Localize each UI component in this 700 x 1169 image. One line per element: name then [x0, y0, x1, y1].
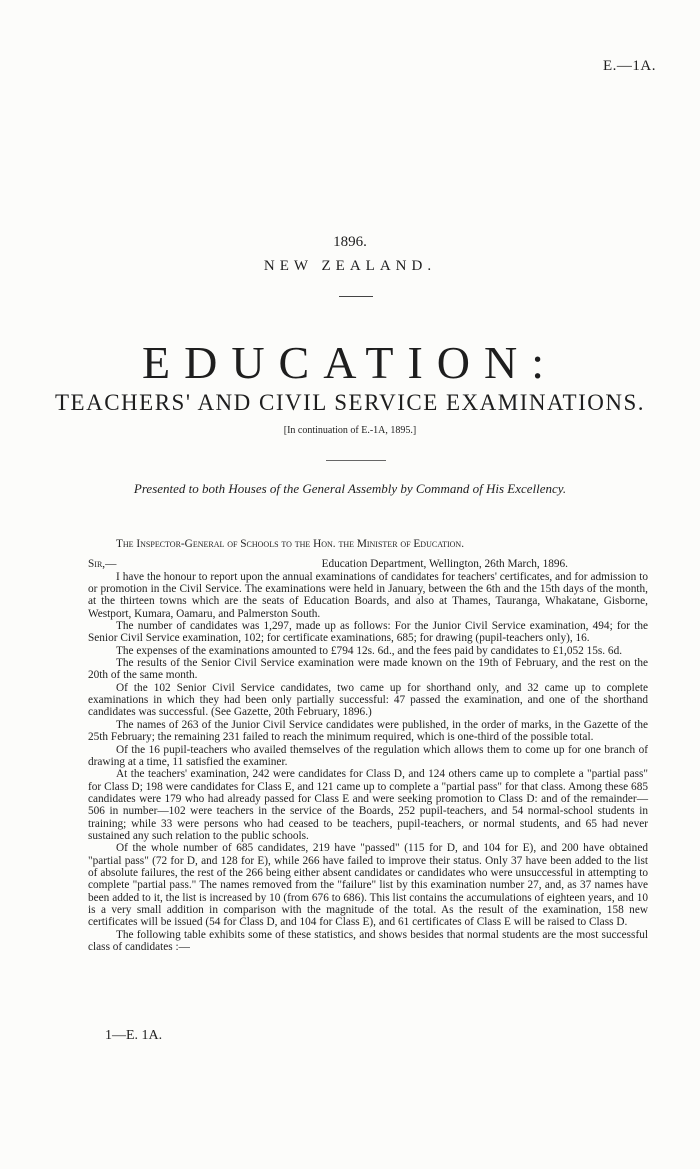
paragraph: The names of 263 of the Junior Civil Service candidates were published, in the order of marks, in the Gazette of the 25th February; the remaining 231 failed to reach the minimum required, which is one-third of the possible total.: [88, 718, 648, 744]
paragraph: At the teachers' examination, 242 were candidates for Class D, and 124 others came up to complete a "partial pass" for Class D; 198 were candidates for Class E, and 121 came up to complete a "partial pass" for that class. Among these 685 candidates were 179 who had already passed for Class E and were seeking promotion to Class D: and of the remainder—506 in number—102 were teachers in the service of the Boards, 252 pupil-teachers, and 54 normal-school students in training; while 33 were persons who had ceased to be teachers, pupil-teachers, or normal students, and 65 had never sustained any such relation to the public schools.: [88, 768, 648, 842]
presented-line: Presented to both Houses of the General Assembly by Command of His Excellency.: [133, 481, 567, 496]
paragraph: I have the honour to report upon the annual examinations of candidates for teachers' certificates, and for admission to or promotion in the Civil Service. The examinations were held in January, between the 6th and the 15th days of the month, at the thirteen towns which are the seats of Education Boards, and also at Thames, Tauranga, Whakatane, Gisborne, Westport, Kumara, Oamaru, and Palmerston South.: [88, 570, 648, 620]
salutation-row: [88, 558, 648, 570]
paragraph: The number of candidates was 1,297, made up as follows: For the Junior Civil Service examination, 494; for the Senior Civil Service examination, 102; for certificate examinations, 685; for drawing (pupil-teachers only), 16.: [88, 620, 648, 645]
paragraph: The following table exhibits some of these statistics, and shows besides that normal students are the most successful class of candidates :—: [88, 928, 648, 953]
country: NEW ZEALAND.: [263, 258, 437, 274]
paragraph: The expenses of the examinations amounted to £794 12s. 6d., and the fees paid by candidates to £1,052 15s. 6d.: [116, 644, 623, 657]
paragraph: The results of the Senior Civil Service examination were made known on the 19th of February, and the rest on the 20th of the same month.: [88, 657, 648, 682]
page-footer: 1—E. 1A.: [105, 1028, 163, 1043]
paragraph: Of the 102 Senior Civil Service candidates, two came up for shorthand only, and 32 came up to complete examinations in which they had been only partially successful: 47 passed the examination, and one of the shorthand candidates was successful. (See Gazette, 20th February, 1896.): [88, 681, 648, 719]
letter-body: [88, 538, 648, 953]
document-reference: E.—1A.: [603, 58, 656, 74]
page-title: EDUCATION:: [142, 337, 558, 388]
page-subtitle: TEACHERS' AND CIVIL SERVICE EXAMINATIONS.: [54, 390, 646, 415]
continuation-note: [In continuation of E.-1A, 1895.]: [283, 425, 417, 436]
paragraph: Of the 16 pupil-teachers who availed themselves of the regulation which allows them to come up for one branch of drawing at a time, 11 satisfied the examiner.: [88, 743, 648, 768]
short-divider: [339, 296, 373, 297]
divider: [326, 460, 386, 461]
dateline: Education Department, Wellington, 26th March, 1896.: [321, 558, 568, 571]
salutation: Sir,—: [88, 558, 117, 571]
paragraph: Of the whole number of 685 candidates, 219 have "passed" (115 for D, and 104 for E), and 200 have obtained "partial pass" (72 for D, and 128 for E), while 266 have failed to improve their status. Only 37 have been added to the list of absolute failures, the rest of the 266 being either absent candidates or candidates who were unsuccessful in attempting to complete "partial pass." The names removed from the "failure" list by this examination number 27, and, as 37 names have been added to it, the list is increased by 10 (from 676 to 686). This list contains the accumulations of eighteen years, and 10 is a very small addition in comparison with the magnitude of the total. As the result of the examination, 158 new certificates will be issued (54 for Class D, and 104 for Class E), and 61 certificates of Class E will be raised to Class D.: [88, 842, 648, 929]
year: 1896.: [333, 234, 367, 250]
address-line: The Inspector-General of Schools to the Hon. the Minister of Education.: [116, 538, 465, 550]
